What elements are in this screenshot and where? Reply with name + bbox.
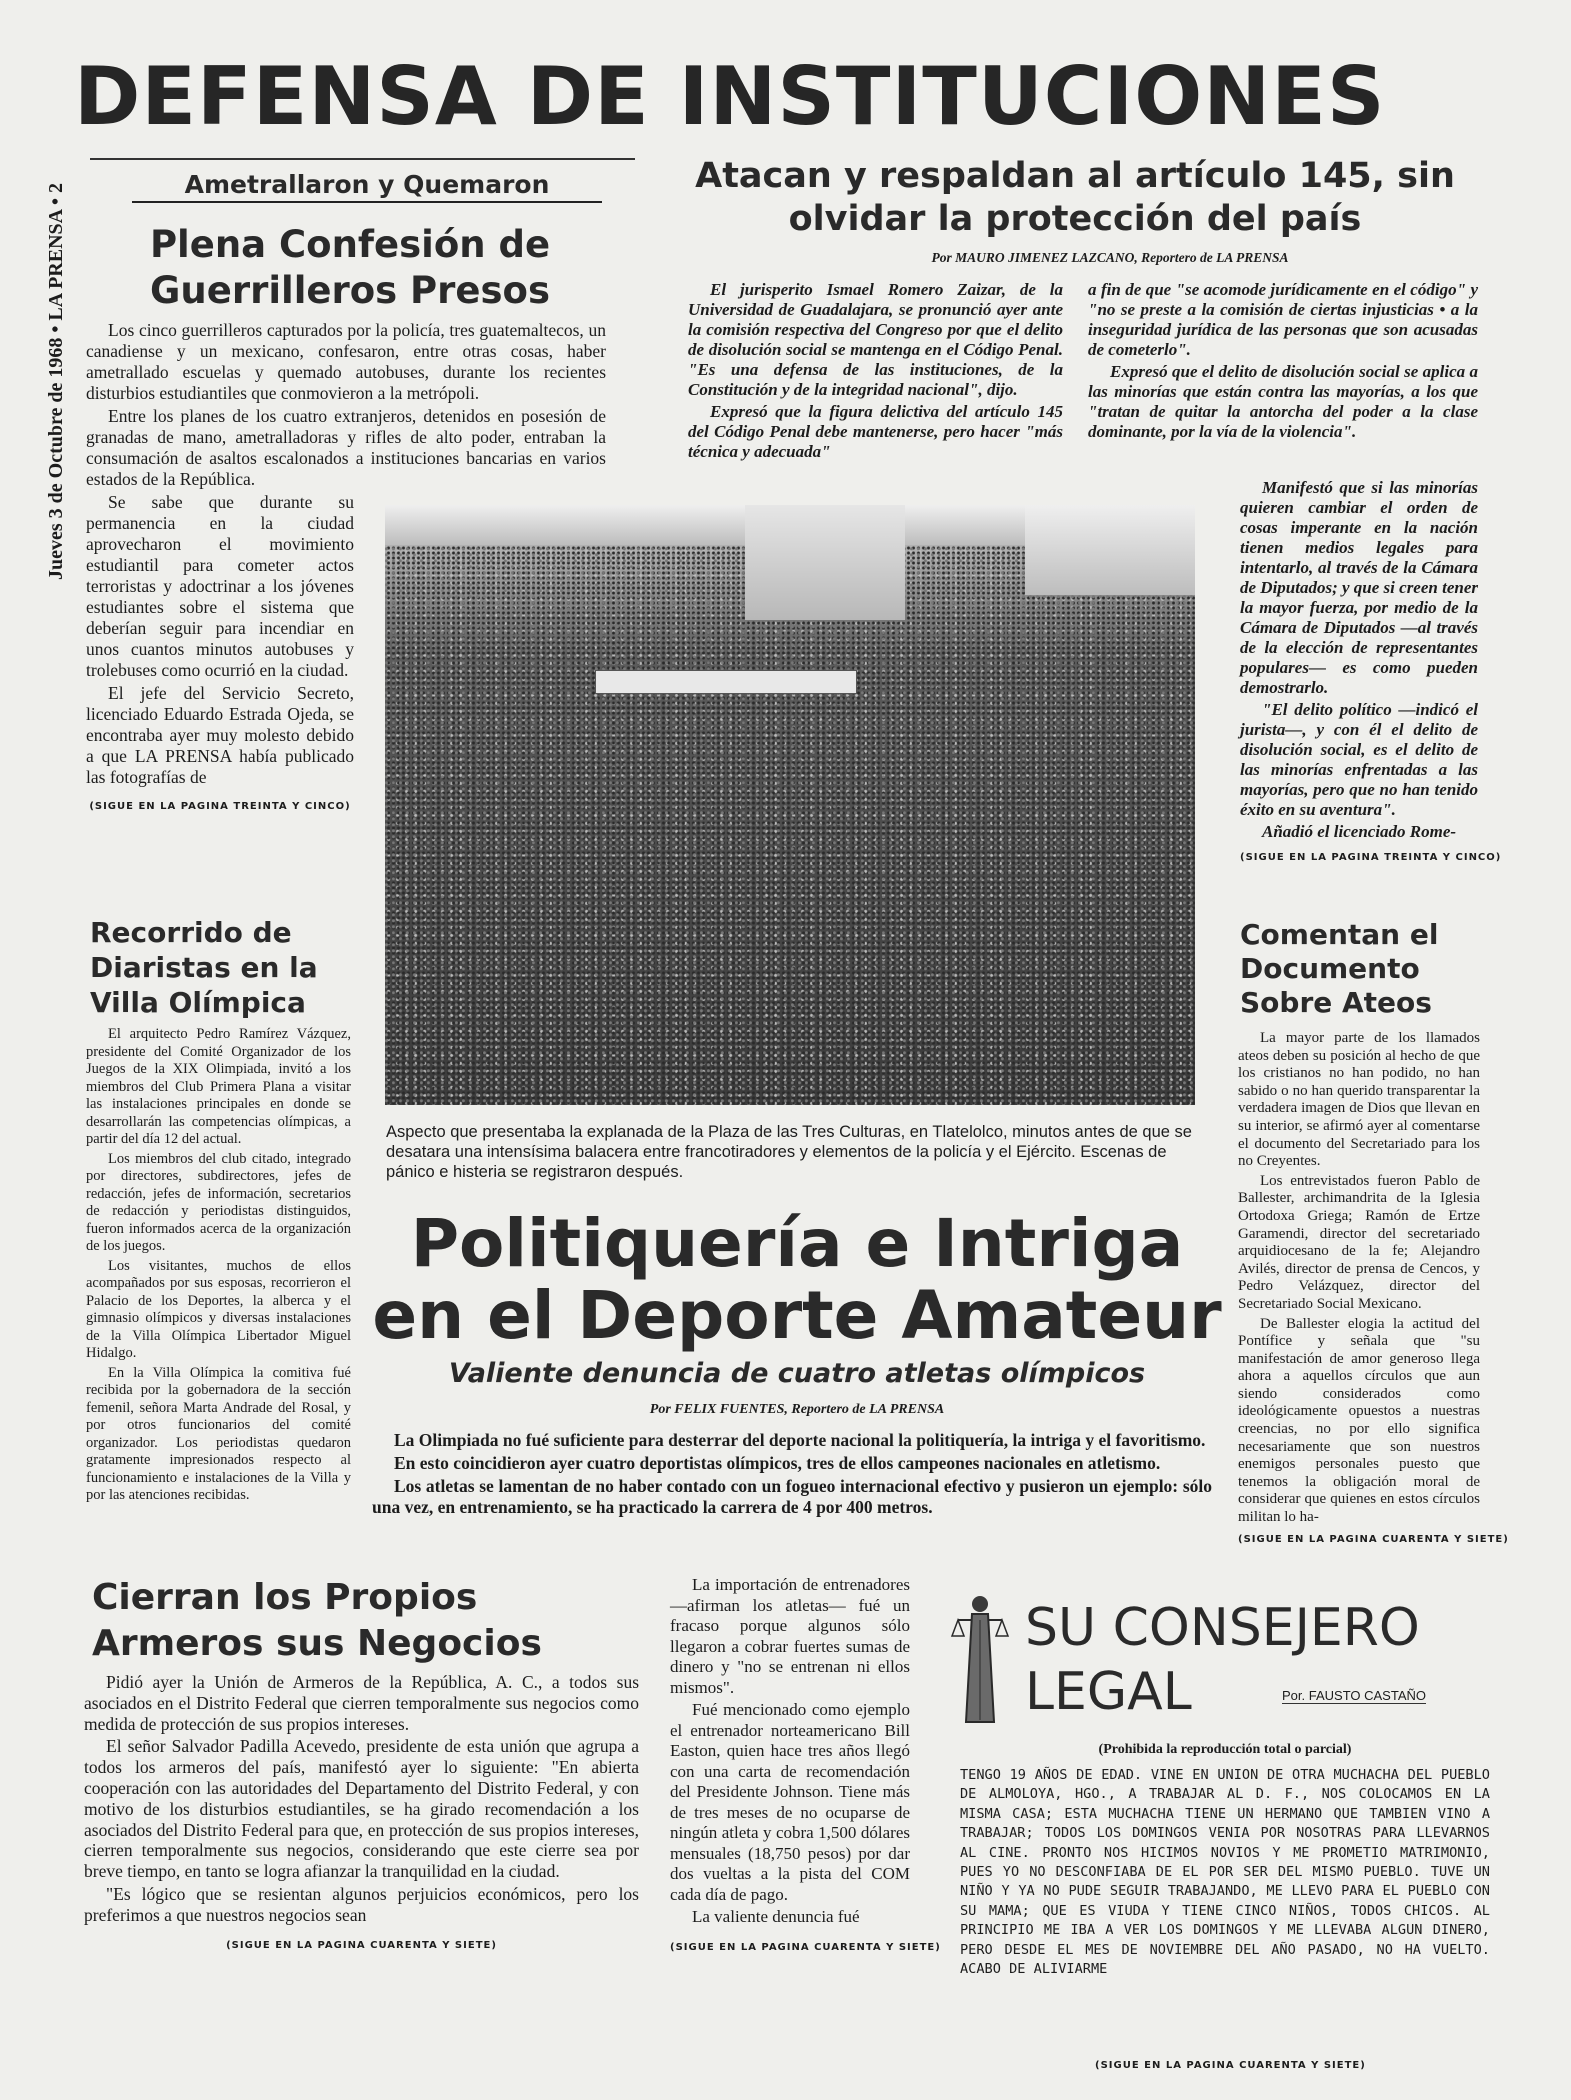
deporte-paragraph: La importación de entrenadores —afirman los atletas— fué un fracaso porque algunos sólo llegaron a cobrar fuertes sumas de dinero y "no se entrenan ni ellos mismos".	[670, 1575, 910, 1697]
story2-paragraph: En la Villa Olímpica la comitiva fué recibida por la gobernadora de la sección femenil, señora Marta Andrade del Rosal, y por otros funcionarios del comité organizador. Los periodistas quedaron gratamente impresionados respecto al funcionamiento e instalaciones de la Villa y por las atenciones recibidas.	[86, 1364, 351, 1503]
story2-paragraph: Los miembros del club citado, integrado por directores, subdirectores, jefes de redacción, jefes de información, secretarios de redacción y periodistas distinguidos, fueron informados acerca de la organización de los juegos.	[86, 1150, 351, 1254]
story2-headline: Recorrido de Diaristas en la Villa Olímpica	[90, 916, 318, 1019]
continued-note: (SIGUE EN LA PAGINA TREINTA Y CINCO)	[1240, 852, 1502, 863]
crowd-photo	[385, 505, 1195, 1105]
building-shape	[745, 505, 905, 620]
consejo-byline: Por. FAUSTO CASTAÑO	[1282, 1688, 1426, 1703]
article145-paragraph: El jurisperito Ismael Romero Zaizar, de la Universidad de Guadalajara, se pronunció ayer ante la comisión respectiva del Congreso por que el delito de disolución social se mantenga en el Código Penal. "Es una defensa de las instituciones, de la Constitución y de la integridad nacional", dijo.	[688, 280, 1063, 399]
armeros-body	[84, 1672, 639, 1956]
deporte-byline: Por FELIX FUENTES, Reportero de LA PRENSA	[649, 1402, 945, 1417]
continued-note: (SIGUE EN LA PAGINA CUARENTA Y SIETE)	[1238, 1533, 1509, 1545]
deporte-lead-paragraph: En esto coincidieron ayer cuatro deportistas olímpicos, tres de ellos campeones nacionales en atletismo.	[394, 1453, 1161, 1473]
continued-note: (SIGUE EN LA PAGINA CUARENTA Y SIETE)	[670, 1941, 941, 1953]
deporte-subhead: Valiente denuncia de cuatro atletas olímpicos	[448, 1358, 1146, 1389]
story1-body	[86, 320, 606, 817]
deporte-paragraph: Fué mencionado como ejemplo el entrenador norteamericano Bill Easton, quien hace tres años llegó con una carta de recomendación del Presidente Johnson. Tiene más de tres meses de no ocuparse de ningún atleta y cobra 1,500 dólares mensuales (18,750 pesos) por dar dos vueltas a la pista del COM cada día de pago.	[670, 1700, 910, 1904]
deporte-paragraph: La valiente denuncia fué	[692, 1907, 860, 1926]
deporte-headline-line1: Politiquería e Intriga	[410, 1205, 1184, 1282]
main-headline: DEFENSA DE INSTITUCIONES	[74, 50, 1386, 143]
deporte-lead	[372, 1430, 1212, 1520]
ateos-paragraph: La mayor parte de los llamados ateos deben su posición al hecho de que los cristianos no han podido, no han sabido o no han querido transparentar la verdadera imagen de Dios que llevan en su interior, se afirmó ayer al comentarse el documento del Secretariado para los no Creyentes.	[1238, 1030, 1480, 1170]
consejo-title-line2: LEGAL	[1025, 1662, 1192, 1722]
ateos-paragraph: De Ballester elogia la actitud del Pontífice y señala que "su manifestación de amor generoso llega ahora a aquellos círculos que aun siendo considerados como ideológicamente opuestos a nuestras creencias, no por ello significa necesariamente que son nuestros enemigos personales puesto que tenemos la obligación moral de considerar que quienes en estos círculos militan lo ha-	[1238, 1315, 1480, 1526]
deporte-column	[670, 1575, 941, 1958]
story2-paragraph: El arquitecto Pedro Ramírez Vázquez, presidente del Comité Organizador de los Juegos de la XIX Olimpiada, invitó a los miembros del Club Primera Plana a visitar las instalaciones principales en donde se desarrollarán las competencias olímpicas, a partir del día 12 del actual.	[86, 1026, 351, 1147]
continued-note: (SIGUE EN LA PAGINA TREINTA Y CINCO)	[89, 801, 351, 812]
kicker-text: Ametrallaron y Quemaron	[184, 170, 550, 199]
story1-headline: Plena Confesión de Guerrilleros Presos	[149, 223, 551, 312]
story1-paragraph: Los cinco guerrilleros capturados por la policía, tres guatemaltecos, un canadiense y un mexicano, confesaron, entre otras cosas, haber ametrallado escuelas y quemado autobuses, durante los recientes disturbios estudiantiles que conmovieron a la metrópoli.	[86, 320, 606, 403]
article145-headline: Atacan y respaldan al artículo 145, sin olvidar la protección del país	[695, 156, 1455, 239]
story1-paragraph: El jefe del Servicio Secreto, licenciado Eduardo Estrada Ojeda, se encontraba ayer muy molesto debido a que LA PRENSA había publicado las fotografías de	[86, 683, 354, 787]
article145-paragraph: Expresó que el delito de disolución social se aplica a las minorías que están contra las mayorías, a los que "tratan de quitar la antorcha del poder a la clase dominante, por la vía de la violencia".	[1088, 362, 1478, 441]
article145-paragraph: Expresó que la figura delictiva del artículo 145 del Código Penal debe mantenerse, pero hacer "más técnica y adecuada"	[688, 402, 1063, 461]
armeros-paragraph: "Es lógico que se resientan algunos perjuicios económicos, pero los preferimos a que nuestros negocios sean	[84, 1883, 639, 1925]
building-shape	[1025, 505, 1195, 595]
article145-paragraph: "El delito político —indicó el jurista—, y con él el delito de disolución social, es el delito de las minorías enfrentadas a las mayorías, pero que no han tenido éxito en su aventura".	[1240, 700, 1478, 819]
armeros-headline: Cierran los Propios Armeros sus Negocios	[92, 1577, 542, 1664]
consejo-note: (Prohibida la reproducción total o parcial)	[1098, 1742, 1352, 1757]
deporte-lead-paragraph: La Olimpiada no fué suficiente para desterrar del deporte nacional la politiquería, la intriga y el favoritismo.	[394, 1430, 1206, 1450]
banner-shape	[595, 670, 857, 694]
consejo-body: TENGO 19 AÑOS DE EDAD. VINE EN UNION DE OTRA MUCHACHA DEL PUEBLO DE ALMOLOYA, HGO., A TRABAJAR AL D. F., NOS COLOCAMOS EN LA MISMA CASA; ESTA MUCHACHA TIENE UN HERMANO QUE TAMBIEN VINO A TRABAJAR; TODOS LOS DOMINGOS VENIA POR NOSOTRAS PARA LLEVARNOS AL CINE. PRONTO NOS HICIMOS NOVIOS Y ME PROMETIO MATRIMONIO, PUES YO NO DESCONFIABA DE EL POR SER DEL MISMO PUEBLO. TUVE UN NIÑO Y YA NO PUDE SEGUIR TRABAJANDO, ME LLEVO PARA EL PUEBLO CON SU MAMA; QUE ES VIUDA Y TIENE CINCO NIÑOS, TODOS CHICOS. AL PRINCIPIO ME IBA A VER LOS DOMINGOS Y ME LLEVABA ALGUN DINERO, PERO DESDE EL MES DE NOVIEMBRE DEL AÑO PASADO, NO HA VUELTO. ACABO DE ALIVIARME	[960, 1767, 1490, 1978]
armeros-paragraph: Pidió ayer la Unión de Armeros de la República, A. C., a todos sus asociados en el Distrito Federal que cierren temporalmente sus negocios como medida de protección de sus propios intereses.	[84, 1672, 639, 1734]
side-dateline-text: Jueves 3 de Octubre de 1968 • LA PRENSA • 2	[45, 183, 67, 580]
article145-byline: Por MAURO JIMENEZ LAZCANO, Reportero de LA PRENSA	[931, 250, 1289, 265]
armeros-paragraph: El señor Salvador Padilla Acevedo, presidente de esta unión que agrupa a todos los armeros del país, manifestó ayer lo siguiente: "En abierta cooperación con las autoridades del Departamento del Distrito Federal, y con motivo de los disturbios estudiantiles, se ha girado recomendación a los asociados del Distrito Federal para que, en protección de sus propios intereses, cierren temporalmente sus negocios, considerando que este cierre sea por breve tiempo, en tanto se logra afianzar la tranquilidad en la ciudad.	[84, 1736, 639, 1882]
article145-paragraph: a fin de que "se acomode jurídicamente en el código" y "no se preste a la comisión de ciertas injusticias • a la inseguridad jurídica de las personas que son acusadas de cometerlo".	[1088, 280, 1478, 359]
continued-note: (SIGUE EN LA PAGINA CUARENTA Y SIETE)	[1095, 2060, 1366, 2071]
photo-caption: Aspecto que presentaba la explanada de la Plaza de las Tres Culturas, en Tlatelolco, minutos antes de que se desatara una intensísima balacera entre francotiradores y elementos de la policía y el Ejército. Escenas de pánico e histeria se registraron después.	[386, 1123, 1192, 1181]
story1-paragraph: Entre los planes de los cuatro extranjeros, detenidos en posesión de granadas de mano, ametralladoras y rifles de alto poder, entraban la consumación de asaltos escalonados a instituciones bancarias en varios estados de la República.	[86, 406, 606, 489]
ateos-body	[1238, 1030, 1509, 1548]
story2-body	[86, 1026, 351, 1507]
story1-paragraph: Se sabe que durante su permanencia en la ciudad aprovecharon el movimiento estudiantil para cometer actos terroristas y adoctrinar a los jóvenes estudiantes sobre el sistema que deberían seguir para incendiar en unos cuantos minutos autobuses y trolebuses como ocurrió en la ciudad.	[86, 492, 354, 680]
ateos-paragraph: Los entrevistados fueron Pablo de Ballester, archimandrita de la Iglesia Ortodoxa Griega; Ramón de Ertze Garamendi, director del secretariado arquidiocesano de la fe; Alejandro Avilés, director de prensa de Cencos, y Pedro Velázquez, director del Secretariado Social Mexicano.	[1238, 1172, 1480, 1312]
side-dateline	[28, 60, 67, 580]
article145-col2	[1088, 280, 1478, 444]
article145-paragraph: Manifestó que si las minorías quieren cambiar el orden de cosas imperante en la nación tienen medios legales para intentarlo, al través de la Cámara de Diputados; y que si creen tener la mayor fuerza, por medio de la Cámara de Diputados —al través de la elección de representantes populares— es como pueden demostrarlo.	[1240, 478, 1478, 697]
article145-col1	[688, 280, 1063, 464]
story2-paragraph: Los visitantes, muchos de ellos acompañados por sus esposas, recorrieron el Palacio de los Deportes, la alberca y el gimnasio olímpicos y diversas instalaciones de la Villa Olímpica Libertador Miguel Hidalgo.	[86, 1257, 351, 1361]
kicker	[132, 170, 602, 203]
deporte-lead-paragraph: Los atletas se lamentan de no haber contado con un fogueo internacional efectivo y pusieron un ejemplo: sólo una vez, en entrenamiento, se ha practicado la carrera de 4 por 400 metros.	[372, 1476, 1212, 1517]
ateos-headline: Comentan el Documento Sobre Ateos	[1240, 918, 1439, 1019]
consejo-title-line1: SU CONSEJERO	[1025, 1598, 1420, 1658]
justice-figure-icon	[950, 1590, 1010, 1730]
continued-note: (SIGUE EN LA PAGINA CUARENTA Y SIETE)	[226, 1939, 497, 1951]
rule	[90, 158, 635, 160]
deporte-headline-line2: en el Deporte Amateur	[372, 1277, 1222, 1354]
article145-paragraph: Añadió el licenciado Rome-	[1262, 822, 1457, 841]
article145-col3	[1240, 478, 1502, 868]
